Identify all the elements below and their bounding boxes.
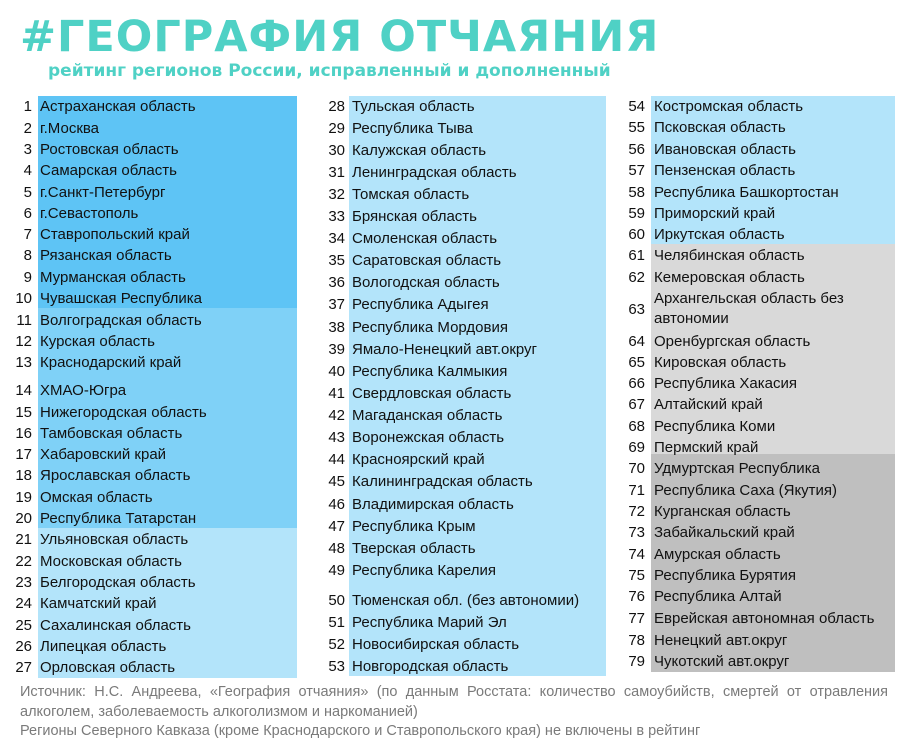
rank-number: 59 [628,205,645,222]
region-name: Мурманская область [40,269,186,286]
rank-number: 68 [628,418,645,435]
region-name: Забайкальский край [654,524,795,541]
region-name: Ненецкий авт.округ [654,632,788,649]
rank-number: 12 [15,333,32,350]
region-name: Ярославская область [40,467,191,484]
rank-number: 33 [328,208,345,225]
rank-number: 8 [23,247,32,264]
region-name: Ямало-Ненецкий авт.округ [352,341,538,358]
region-name: Новосибирская область [352,636,520,653]
region-name: Костромская область [654,98,804,115]
region-name: Алтайский край [654,396,763,413]
region-name: Астраханская область [40,98,196,115]
rank-number: 53 [328,658,345,675]
rank-number: 22 [15,553,32,570]
region-name: Кемеровская область [654,269,805,286]
rank-number: 56 [628,141,645,158]
rank-number: 29 [328,120,345,137]
region-name: Сахалинская область [40,617,191,634]
rank-number: 19 [15,489,32,506]
region-name: Амурская область [654,546,781,563]
region-name: Псковская область [654,119,786,136]
rank-number: 55 [628,119,645,136]
region-name: Тульская область [352,98,475,115]
region-name: ХМАО-Югра [40,382,127,399]
rank-number: 74 [628,546,645,563]
rank-number: 10 [15,290,32,307]
region-name: Липецкая область [40,638,167,655]
region-name: Кировская область [654,354,787,371]
rank-number: 44 [328,451,345,468]
rank-number: 16 [15,425,32,442]
region-name: Хабаровский край [40,446,167,463]
region-name: Челябинская область [654,247,805,264]
region-name: Чукотский авт.округ [654,653,790,670]
region-name: Республика Саха (Якутия) [654,482,838,499]
region-name: Курганская область [654,503,791,520]
rank-number: 1 [23,98,32,115]
rank-number: 47 [328,518,345,535]
region-name: Омская область [40,489,153,506]
region-name: Брянская область [352,208,477,225]
rank-number: 67 [628,396,645,413]
region-name: Пермский край [654,439,759,456]
rank-number: 62 [628,269,645,286]
region-name: Свердловская область [352,385,512,402]
rank-number: 2 [23,119,32,137]
region-name: Пензенская область [654,162,796,179]
rank-number: 78 [628,632,645,649]
rank-number: 58 [628,184,645,201]
rank-number: 41 [328,385,345,402]
rank-number: 4 [23,162,32,179]
region-name: Республика Башкортостан [654,184,839,201]
region-name: Воронежская область [352,429,505,446]
region-name: Республика Карелия [352,562,496,579]
rank-number: 42 [328,407,345,424]
rank-number: 7 [23,226,32,243]
region-name: г.Севастополь [40,205,139,222]
rank-number: 75 [628,567,645,584]
exclusion-note: Регионы Северного Кавказа (кроме Краснодарского и Ставропольского края) не включены в рейтинг [20,723,701,739]
region-name: Республика Калмыкия [352,363,508,380]
region-name: Ивановская область [654,141,796,158]
region-name: Калининградская область [352,473,533,490]
region-name: Новгородская область [352,658,509,675]
rank-number: 45 [328,473,345,490]
region-name: Чувашская Республика [40,290,202,307]
region-name: Оренбургская область [654,333,811,350]
region-name: Томская область [352,186,470,203]
region-name: Тамбовская область [40,425,183,442]
region-name: Самарская область [40,162,177,179]
region-name: Республика Тыва [352,120,473,137]
region-name: Курская область [40,333,155,350]
rank-number: 37 [328,296,345,313]
region-name: Рязанская область [40,247,172,264]
region-name: Удмуртская Республика [654,460,820,477]
region-name: Тверская область [352,540,476,557]
rank-number: 65 [628,354,645,371]
rank-number: 48 [328,540,345,557]
region-name: Архангельская область без автономии [654,290,844,327]
rank-number: 28 [328,98,345,115]
rank-number: 50 [328,592,345,609]
region-name: Республика Хакасия [654,375,798,392]
region-name: Владимирская область [352,496,514,513]
region-name: г.Москва [40,119,100,137]
rank-number: 46 [328,496,345,513]
rank-number: 57 [628,162,645,179]
rank-number: 73 [628,524,645,541]
rank-number: 3 [23,141,32,158]
region-name: Республика Марий Эл [352,614,507,631]
rank-number: 15 [15,404,32,421]
rank-number: 5 [23,184,32,201]
rank-number: 32 [328,186,345,203]
rank-number: 71 [628,482,645,499]
rank-number: 76 [628,588,645,605]
region-name: Калужская область [352,142,487,159]
region-name: Волгоградская область [40,312,202,329]
rank-number: 51 [328,614,345,631]
region-name: Саратовская область [352,252,502,269]
region-name: Ростовская область [40,141,179,158]
region-name: Нижегородская область [40,404,207,421]
rank-number: 38 [328,319,345,336]
region-name: Краснодарский край [40,354,182,371]
region-name: Еврейская автономная область [654,610,875,627]
rank-number: 49 [328,562,345,579]
region-name: Ставропольский край [40,226,190,243]
region-name: Ульяновская область [40,531,189,548]
source-note: Источник: Н.С. Андреева, «География отчаяния» (по данным Росстата: количество самоубийств, смертей от отравления алкоголем, заболеваемость алкоголизмом и наркоманией) [20,684,888,720]
region-name: Смоленская область [352,230,498,247]
rank-number: 6 [23,205,32,222]
rank-number: 25 [15,617,32,634]
rank-number: 9 [23,269,32,286]
rank-number: 63 [628,301,645,318]
rank-number: 60 [628,226,645,243]
region-name: Московская область [40,553,182,570]
page-subtitle: рейтинг регионов России, исправленный и дополненный [48,61,611,81]
rank-number: 30 [328,142,345,159]
region-name: Республика Крым [352,518,476,535]
region-name: Республика Татарстан [40,510,197,527]
rank-number: 72 [628,503,645,520]
rank-number: 27 [15,659,32,676]
region-name: Камчатский край [40,595,157,612]
rank-number: 18 [15,467,32,484]
region-name: Белгородская область [40,574,196,591]
region-name: Орловская область [40,659,176,676]
rank-number: 40 [328,363,345,380]
region-name: Республика Коми [654,418,776,435]
rank-number: 66 [628,375,645,392]
region-name: Вологодская область [352,274,500,291]
region-name: г.Санкт-Петербург [40,184,166,201]
rank-number: 43 [328,429,345,446]
rank-number: 31 [328,164,345,181]
rank-number: 52 [328,636,345,653]
rank-number: 64 [628,333,645,350]
rank-number: 36 [328,274,345,291]
rank-number: 61 [628,247,645,264]
rank-number: 24 [15,595,32,612]
region-name: Приморский край [654,205,776,222]
region-name: Республика Адыгея [352,296,489,313]
region-name: Ленинградская область [352,164,517,181]
rank-number: 20 [15,510,32,527]
rank-number: 34 [328,230,345,247]
rank-number: 26 [15,638,32,655]
rank-number: 69 [628,439,645,456]
rank-number: 79 [628,653,645,670]
region-name: Иркутская область [654,226,785,243]
region-name: Магаданская область [352,407,503,424]
rank-number: 11 [16,312,32,329]
rank-number: 39 [328,341,345,358]
rank-number: 35 [328,252,345,269]
rank-number: 70 [628,460,645,477]
region-name: Республика Алтай [654,588,782,605]
region-name: Республика Мордовия [352,319,508,336]
rank-number: 21 [15,531,32,548]
rank-number: 54 [628,98,645,115]
rank-number: 77 [628,610,645,627]
rank-number: 17 [15,446,32,463]
region-name: Красноярский край [352,451,485,468]
region-name: Тюменская обл. (без автономии) [352,592,580,609]
page-title: #ГЕОГРАФИЯ ОТЧАЯНИЯ [20,12,660,62]
region-name: Республика Бурятия [654,567,796,584]
rank-number: 14 [15,382,32,399]
rank-number: 13 [15,354,32,371]
rank-number: 23 [15,574,32,591]
